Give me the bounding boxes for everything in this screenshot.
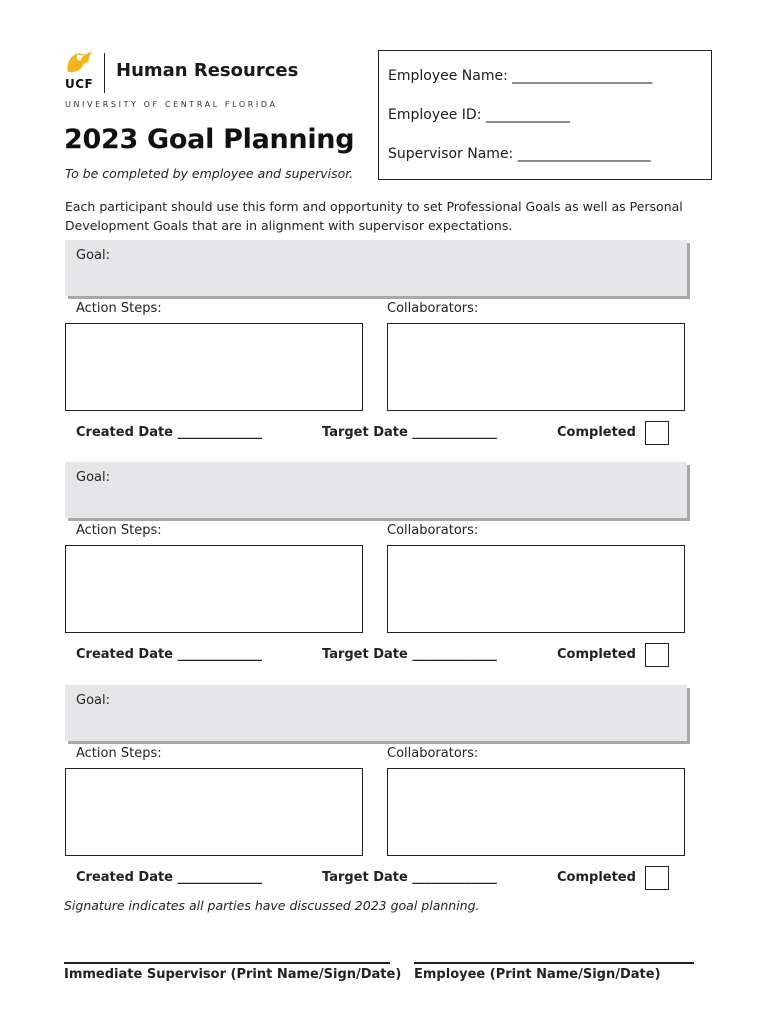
completed-checkbox[interactable]: [645, 866, 669, 890]
employee-signature-line[interactable]: [414, 962, 694, 964]
completed-checkbox[interactable]: [645, 643, 669, 667]
supervisor-name-field[interactable]: Supervisor Name: ___________________: [388, 146, 651, 162]
action-steps-input[interactable]: [65, 545, 363, 633]
collaborators-input[interactable]: [387, 323, 685, 411]
goal-label: Goal:: [76, 248, 110, 263]
action-steps-label: Action Steps:: [76, 523, 162, 538]
target-date-field[interactable]: Target Date _____________: [322, 647, 497, 662]
action-steps-input[interactable]: [65, 768, 363, 856]
goal-field[interactable]: [65, 240, 687, 296]
goal-label: Goal:: [76, 470, 110, 485]
completed-label: Completed: [557, 647, 636, 662]
department-name: Human Resources: [116, 60, 299, 81]
intro-text: Each participant should use this form and opportunity to set Professional Goals as well as Personal Development Goals that are in alignment with supervisor expectations.: [65, 199, 683, 233]
page-subtitle: To be completed by employee and supervisor.: [65, 166, 354, 181]
ucf-logo-text: UCF: [65, 77, 94, 91]
completed-checkbox[interactable]: [645, 421, 669, 445]
supervisor-signature-label: Immediate Supervisor (Print Name/Sign/Date): [64, 967, 402, 982]
target-date-field[interactable]: Target Date _____________: [322, 425, 497, 440]
created-date-field[interactable]: Created Date _____________: [76, 870, 263, 885]
university-name: UNIVERSITY OF CENTRAL FLORIDA: [65, 100, 278, 109]
employee-signature-label: Employee (Print Name/Sign/Date): [414, 967, 661, 982]
supervisor-signature-line[interactable]: [64, 962, 390, 964]
goal-label: Goal:: [76, 693, 110, 708]
logo-divider: [104, 53, 105, 93]
action-steps-label: Action Steps:: [76, 746, 162, 761]
page-title: 2023 Goal Planning: [64, 124, 355, 155]
collaborators-input[interactable]: [387, 768, 685, 856]
collaborators-label: Collaborators:: [387, 301, 479, 316]
collaborators-input[interactable]: [387, 545, 685, 633]
employee-info-box: [378, 50, 712, 180]
goal-field[interactable]: [65, 462, 687, 518]
signature-note: Signature indicates all parties have discussed 2023 goal planning.: [64, 898, 480, 913]
employee-id-field[interactable]: Employee ID: ____________: [388, 107, 570, 123]
completed-label: Completed: [557, 870, 636, 885]
employee-name-field[interactable]: Employee Name: ____________________: [388, 68, 653, 84]
collaborators-label: Collaborators:: [387, 523, 479, 538]
collaborators-label: Collaborators:: [387, 746, 479, 761]
completed-label: Completed: [557, 425, 636, 440]
created-date-field[interactable]: Created Date _____________: [76, 425, 263, 440]
created-date-field[interactable]: Created Date _____________: [76, 647, 263, 662]
target-date-field[interactable]: Target Date _____________: [322, 870, 497, 885]
action-steps-input[interactable]: [65, 323, 363, 411]
goal-field[interactable]: [65, 685, 687, 741]
action-steps-label: Action Steps:: [76, 301, 162, 316]
